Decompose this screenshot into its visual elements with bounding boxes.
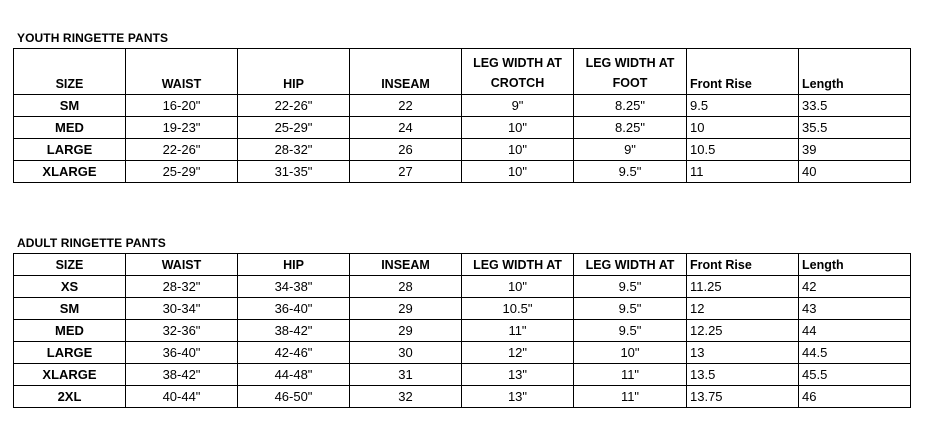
table-row: [14, 139, 911, 161]
cell-hip: 46-50": [238, 386, 350, 408]
cell-size: XLARGE: [14, 161, 126, 183]
cell-length: 33.5: [799, 95, 911, 117]
cell-front-rise: 12: [687, 298, 799, 320]
cell-leg-width-crotch: 11": [462, 320, 574, 342]
column-header-front-rise: Front Rise: [687, 254, 799, 276]
cell-inseam: 32: [350, 386, 462, 408]
cell-leg-width-crotch: 10": [462, 117, 574, 139]
cell-front-rise: 12.25: [687, 320, 799, 342]
cell-front-rise: 13.5: [687, 364, 799, 386]
cell-leg-width-foot: 9.5": [574, 161, 687, 183]
column-header-waist: WAIST: [126, 254, 238, 276]
youth-table-title: YOUTH RINGETTE PANTS: [17, 31, 169, 45]
cell-waist: 19-23": [126, 117, 238, 139]
column-header-waist: WAIST: [126, 49, 238, 95]
cell-leg-width-foot: 11": [574, 386, 687, 408]
youth-header-row: [14, 49, 911, 95]
column-header-leg-width-foot: LEG WIDTH AT FOOT: [574, 49, 687, 95]
cell-leg-width-crotch: 9": [462, 95, 574, 117]
cell-hip: 25-29": [238, 117, 350, 139]
cell-leg-width-crotch: 10": [462, 139, 574, 161]
cell-waist: 38-42": [126, 364, 238, 386]
cell-inseam: 31: [350, 364, 462, 386]
cell-leg-width-foot: 8.25": [574, 95, 687, 117]
cell-length: 44.5: [799, 342, 911, 364]
cell-waist: 32-36": [126, 320, 238, 342]
cell-leg-width-foot: 9": [574, 139, 687, 161]
table-row: [14, 117, 911, 139]
cell-size: XS: [14, 276, 126, 298]
table-row: [14, 298, 911, 320]
cell-front-rise: 10: [687, 117, 799, 139]
column-header-leg-width-foot: LEG WIDTH AT: [574, 254, 687, 276]
cell-front-rise: 13.75: [687, 386, 799, 408]
cell-hip: 38-42": [238, 320, 350, 342]
cell-front-rise: 11: [687, 161, 799, 183]
cell-size: LARGE: [14, 342, 126, 364]
table-row: [14, 386, 911, 408]
cell-hip: 22-26": [238, 95, 350, 117]
cell-leg-width-crotch: 13": [462, 364, 574, 386]
column-header-leg-width-crotch: LEG WIDTH AT: [462, 254, 574, 276]
table-row: [14, 320, 911, 342]
cell-length: 35.5: [799, 117, 911, 139]
cell-inseam: 29: [350, 320, 462, 342]
cell-length: 46: [799, 386, 911, 408]
cell-hip: 34-38": [238, 276, 350, 298]
cell-hip: 28-32": [238, 139, 350, 161]
cell-inseam: 27: [350, 161, 462, 183]
cell-leg-width-foot: 9.5": [574, 276, 687, 298]
cell-waist: 16-20": [126, 95, 238, 117]
cell-size: SM: [14, 298, 126, 320]
column-header-length: Length: [799, 49, 911, 95]
cell-size: LARGE: [14, 139, 126, 161]
cell-hip: 31-35": [238, 161, 350, 183]
cell-leg-width-crotch: 12": [462, 342, 574, 364]
cell-inseam: 26: [350, 139, 462, 161]
cell-leg-width-foot: 9.5": [574, 320, 687, 342]
cell-size: MED: [14, 320, 126, 342]
cell-hip: 44-48": [238, 364, 350, 386]
column-header-inseam: INSEAM: [350, 49, 462, 95]
cell-inseam: 30: [350, 342, 462, 364]
cell-leg-width-foot: 9.5": [574, 298, 687, 320]
cell-hip: 36-40": [238, 298, 350, 320]
cell-size: MED: [14, 117, 126, 139]
cell-waist: 22-26": [126, 139, 238, 161]
cell-waist: 36-40": [126, 342, 238, 364]
cell-hip: 42-46": [238, 342, 350, 364]
cell-length: 44: [799, 320, 911, 342]
cell-leg-width-crotch: 10": [462, 276, 574, 298]
cell-length: 39: [799, 139, 911, 161]
column-header-size: SIZE: [14, 254, 126, 276]
table-row: [14, 342, 911, 364]
cell-length: 42: [799, 276, 911, 298]
table-row: [14, 364, 911, 386]
cell-leg-width-crotch: 10": [462, 161, 574, 183]
column-header-front-rise: Front Rise: [687, 49, 799, 95]
cell-length: 43: [799, 298, 911, 320]
cell-front-rise: 9.5: [687, 95, 799, 117]
column-header-length: Length: [799, 254, 911, 276]
cell-front-rise: 13: [687, 342, 799, 364]
cell-front-rise: 10.5: [687, 139, 799, 161]
cell-inseam: 28: [350, 276, 462, 298]
adult-header-row: [14, 254, 911, 276]
table-row: [14, 95, 911, 117]
cell-size: SM: [14, 95, 126, 117]
table-row: [14, 161, 911, 183]
cell-leg-width-crotch: 10.5": [462, 298, 574, 320]
youth-size-table: [13, 48, 911, 183]
cell-waist: 40-44": [126, 386, 238, 408]
cell-waist: 28-32": [126, 276, 238, 298]
cell-leg-width-foot: 8.25": [574, 117, 687, 139]
cell-size: 2XL: [14, 386, 126, 408]
cell-front-rise: 11.25: [687, 276, 799, 298]
column-header-hip: HIP: [238, 254, 350, 276]
column-header-hip: HIP: [238, 49, 350, 95]
cell-leg-width-foot: 10": [574, 342, 687, 364]
cell-leg-width-crotch: 13": [462, 386, 574, 408]
adult-table-title: ADULT RINGETTE PANTS: [17, 236, 166, 250]
column-header-leg-width-crotch: LEG WIDTH AT CROTCH: [462, 49, 574, 95]
adult-size-table: [13, 253, 911, 408]
column-header-size: SIZE: [14, 49, 126, 95]
cell-length: 45.5: [799, 364, 911, 386]
cell-size: XLARGE: [14, 364, 126, 386]
column-header-inseam: INSEAM: [350, 254, 462, 276]
cell-leg-width-foot: 11": [574, 364, 687, 386]
cell-inseam: 22: [350, 95, 462, 117]
cell-waist: 30-34": [126, 298, 238, 320]
table-row: [14, 276, 911, 298]
cell-inseam: 24: [350, 117, 462, 139]
cell-inseam: 29: [350, 298, 462, 320]
cell-waist: 25-29": [126, 161, 238, 183]
cell-length: 40: [799, 161, 911, 183]
